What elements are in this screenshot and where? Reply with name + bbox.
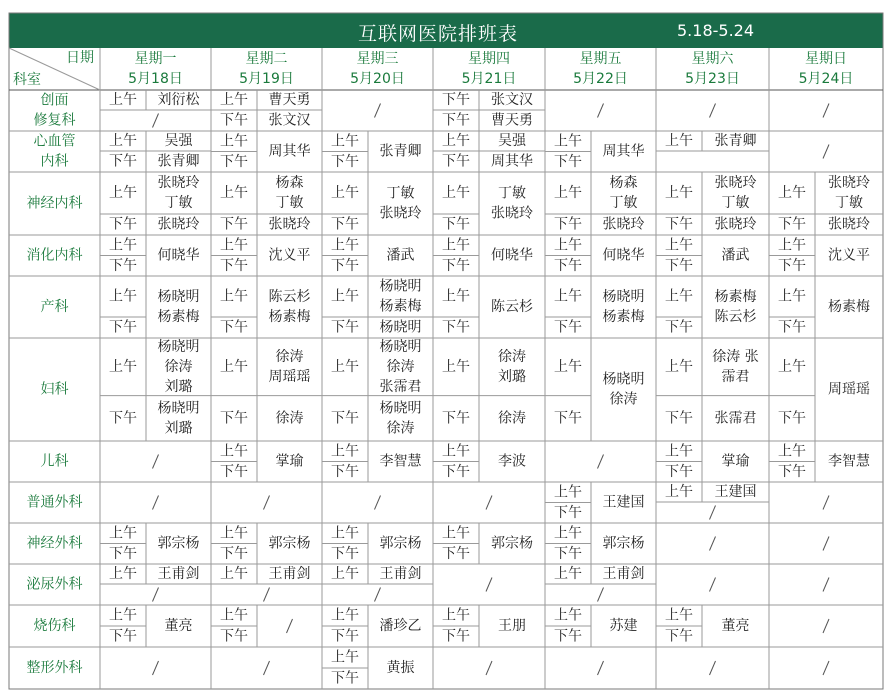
empty-slash <box>153 455 159 469</box>
doctor-name: 吴强 <box>164 133 193 149</box>
empty-slash <box>598 455 604 469</box>
doctor-name: 杨晓明 <box>157 338 200 355</box>
doctor-name: 何晓华 <box>157 247 200 264</box>
doctor-name: 杨森 <box>275 175 304 191</box>
department-name: 神经内科 <box>26 195 83 212</box>
empty-slash <box>598 104 604 118</box>
date-range: 5.18-5.24 <box>677 21 755 40</box>
shift-label: 上午 <box>220 358 248 375</box>
empty-slash <box>710 537 716 551</box>
doctor-name: 潘武 <box>721 247 750 264</box>
doctor-name: 张文汉 <box>268 112 311 129</box>
doctor-name: 张晓玲 <box>714 216 757 233</box>
shift-label: 下午 <box>331 319 359 336</box>
shift-label: 下午 <box>442 628 470 645</box>
shift-label: 下午 <box>220 216 248 233</box>
weekday-label: 星期二 <box>245 51 288 67</box>
doctor-name: 徐涛 张 <box>712 348 759 365</box>
shift-label: 上午 <box>109 525 137 542</box>
shift-label: 下午 <box>554 504 582 521</box>
doctor-name: 张霈君 <box>379 378 422 395</box>
department-name: 妇科 <box>40 381 69 398</box>
doctor-name: 杨晓明 <box>379 338 422 355</box>
empty-slash <box>264 496 270 510</box>
shift-label: 下午 <box>442 545 470 562</box>
shift-label: 上午 <box>220 566 248 582</box>
doctor-name: 潘武 <box>386 247 415 264</box>
doctor-name: 黄振 <box>386 660 415 676</box>
doctor-name: 陈云杉 <box>268 289 311 305</box>
corner-date-label: 日期 <box>66 50 94 66</box>
shift-label: 下午 <box>109 153 137 170</box>
shift-label: 下午 <box>331 153 359 170</box>
shift-label: 下午 <box>442 319 470 336</box>
shift-label: 上午 <box>331 443 359 460</box>
shift-label: 下午 <box>778 410 806 427</box>
shift-label: 下午 <box>554 319 582 336</box>
shift-label: 上午 <box>554 484 582 501</box>
shift-label: 上午 <box>554 607 582 624</box>
shift-label: 下午 <box>554 216 582 233</box>
department-name: 消化内科 <box>26 247 83 264</box>
doctor-name: 掌瑜 <box>721 453 750 470</box>
doctor-name: 郭宗杨 <box>379 535 422 552</box>
shift-label: 上午 <box>665 484 693 500</box>
shift-label: 上午 <box>331 133 359 150</box>
shift-label: 上午 <box>109 237 137 254</box>
shift-label: 下午 <box>109 257 137 274</box>
shift-label: 下午 <box>220 153 248 170</box>
department-name: 烧伤科 <box>33 618 76 634</box>
shift-label: 下午 <box>778 257 806 274</box>
empty-slash <box>823 619 829 633</box>
doctor-name: 刘璐 <box>164 420 193 437</box>
doctor-name: 徐涛 <box>275 410 304 427</box>
shift-label: 上午 <box>109 92 137 108</box>
shift-label: 下午 <box>442 410 470 427</box>
shift-label: 下午 <box>442 463 470 480</box>
shift-label: 上午 <box>554 133 582 150</box>
date-label: 5月23日 <box>685 71 740 87</box>
shift-label: 下午 <box>665 257 693 274</box>
empty-slash <box>486 496 492 510</box>
department-name: 心血管 <box>33 133 76 150</box>
doctor-name: 张晓玲 <box>828 175 870 191</box>
shift-label: 下午 <box>331 628 359 645</box>
doctor-name: 刘衍松 <box>157 92 200 108</box>
shift-label: 上午 <box>331 358 359 375</box>
shift-label: 下午 <box>442 112 470 129</box>
weekday-label: 星期六 <box>691 51 734 67</box>
doctor-name: 李波 <box>498 453 526 470</box>
shift-label: 上午 <box>331 649 359 666</box>
shift-label: 上午 <box>331 566 359 582</box>
weekday-label: 星期四 <box>468 51 510 67</box>
empty-slash <box>823 104 829 118</box>
shift-label: 上午 <box>665 288 693 305</box>
shift-label: 上午 <box>220 288 248 305</box>
shift-label: 上午 <box>331 237 359 254</box>
shift-label: 下午 <box>665 628 693 645</box>
shift-label: 上午 <box>554 525 582 542</box>
doctor-name: 杨晓明 <box>157 289 200 305</box>
doctor-name: 沈义平 <box>268 247 311 264</box>
date-label: 5月18日 <box>128 71 183 87</box>
doctor-name: 张晓玲 <box>714 175 757 191</box>
empty-slash <box>710 506 716 520</box>
doctor-name: 周瑶瑶 <box>828 381 870 398</box>
doctor-name: 董亮 <box>164 618 193 634</box>
shift-label: 下午 <box>331 216 359 233</box>
doctor-name: 李智慧 <box>379 453 422 470</box>
doctor-name: 杨森 <box>609 175 638 191</box>
doctor-name: 张青卿 <box>714 133 757 149</box>
doctor-name: 丁敏 <box>164 195 193 211</box>
empty-slash <box>598 588 604 602</box>
empty-slash <box>287 619 293 633</box>
shift-label: 下午 <box>442 216 470 233</box>
shift-label: 下午 <box>109 545 137 562</box>
empty-slash <box>153 114 159 128</box>
doctor-name: 杨素梅 <box>714 289 757 305</box>
shift-label: 下午 <box>220 628 248 645</box>
doctor-name: 徐涛 <box>386 358 415 375</box>
doctor-name: 丁敏 <box>609 195 638 211</box>
page-title: 互联网医院排班表 <box>358 23 519 45</box>
shift-label: 上午 <box>554 566 582 582</box>
shift-label: 上午 <box>220 525 248 542</box>
empty-slash <box>375 496 381 510</box>
shift-label: 上午 <box>109 358 137 375</box>
date-label: 5月20日 <box>350 71 405 87</box>
doctor-name: 周其华 <box>491 153 533 170</box>
doctor-name: 徐涛 <box>386 420 415 437</box>
date-label: 5月22日 <box>573 71 628 87</box>
shift-label: 上午 <box>554 288 582 305</box>
doctor-name: 杨晓明 <box>379 400 422 417</box>
doctor-name: 丁敏 <box>498 185 526 202</box>
shift-label: 下午 <box>109 319 137 336</box>
doctor-name: 徐涛 <box>164 358 193 375</box>
shift-label: 上午 <box>220 607 248 624</box>
shift-label: 下午 <box>331 463 359 480</box>
doctor-name: 苏建 <box>609 618 638 634</box>
shift-label: 下午 <box>778 216 806 233</box>
shift-label: 上午 <box>109 566 137 582</box>
shift-label: 上午 <box>778 443 806 460</box>
shift-label: 上午 <box>442 288 470 305</box>
shift-label: 下午 <box>220 545 248 562</box>
doctor-name: 杨素梅 <box>157 309 200 325</box>
shift-label: 下午 <box>665 216 693 233</box>
doctor-name: 丁敏 <box>386 185 415 202</box>
shift-label: 下午 <box>220 410 248 427</box>
doctor-name: 杨晓明 <box>602 371 645 388</box>
shift-label: 下午 <box>554 545 582 562</box>
doctor-name: 杨晓明 <box>602 289 645 305</box>
weekday-label: 星期一 <box>134 51 177 67</box>
weekday-label: 星期日 <box>805 51 847 67</box>
doctor-name: 李智慧 <box>828 453 870 470</box>
department-name: 产科 <box>40 299 69 315</box>
doctor-name: 丁敏 <box>275 195 304 211</box>
doctor-name: 张青卿 <box>379 143 422 160</box>
empty-slash <box>823 537 829 551</box>
shift-label: 上午 <box>331 185 359 201</box>
doctor-name: 丁敏 <box>835 195 863 211</box>
doctor-name: 张青卿 <box>157 153 200 170</box>
shift-label: 下午 <box>778 463 806 480</box>
doctor-name: 杨晓明 <box>379 319 422 336</box>
shift-label: 上午 <box>665 358 693 375</box>
doctor-name: 董亮 <box>721 618 750 634</box>
shift-label: 上午 <box>665 443 693 460</box>
doctor-name: 徐涛 <box>609 391 638 408</box>
empty-slash <box>598 661 604 675</box>
shift-label: 上午 <box>665 607 693 624</box>
doctor-name: 杨素梅 <box>379 298 422 315</box>
doctor-name: 吴强 <box>498 133 526 149</box>
doctor-name: 张晓玲 <box>157 175 200 191</box>
shift-label: 上午 <box>220 92 248 108</box>
shift-label: 下午 <box>554 628 582 645</box>
shift-label: 下午 <box>331 545 359 562</box>
doctor-name: 沈义平 <box>828 247 870 264</box>
doctor-name: 徐涛 <box>275 348 304 365</box>
shift-label: 下午 <box>442 153 470 170</box>
shift-label: 上午 <box>442 525 470 542</box>
shift-label: 上午 <box>442 237 470 254</box>
shift-label: 上午 <box>109 288 137 305</box>
shift-label: 上午 <box>778 358 806 375</box>
doctor-name: 徐涛 <box>498 410 526 427</box>
department-name: 整形外科 <box>26 660 83 676</box>
shift-label: 上午 <box>331 525 359 542</box>
empty-slash <box>823 578 829 592</box>
doctor-name: 王建国 <box>714 484 757 500</box>
shift-label: 下午 <box>665 410 693 427</box>
shift-label: 上午 <box>442 133 470 149</box>
doctor-name: 掌瑜 <box>275 453 304 470</box>
shift-label: 上午 <box>220 133 248 150</box>
shift-label: 上午 <box>554 237 582 254</box>
shift-label: 上午 <box>554 185 582 201</box>
date-label: 5月21日 <box>461 71 517 87</box>
doctor-name: 周其华 <box>268 143 311 160</box>
empty-slash <box>375 588 381 602</box>
empty-slash <box>264 661 270 675</box>
shift-label: 上午 <box>109 133 137 149</box>
doctor-name: 郭宗杨 <box>157 535 200 552</box>
doctor-name: 杨素梅 <box>828 299 870 315</box>
doctor-name: 潘珍乙 <box>379 618 422 634</box>
empty-slash <box>486 578 492 592</box>
department-name: 普通外科 <box>26 494 83 511</box>
shift-label: 下午 <box>665 463 693 480</box>
empty-slash <box>823 145 829 159</box>
shift-label: 上午 <box>778 185 806 201</box>
doctor-name: 张晓玲 <box>157 216 200 233</box>
shift-label: 下午 <box>554 410 582 427</box>
shift-label: 上午 <box>778 237 806 254</box>
doctor-name: 刘璐 <box>164 378 193 395</box>
shift-label: 下午 <box>331 670 359 687</box>
department-name: 神经外科 <box>26 535 83 552</box>
doctor-name: 杨晓明 <box>379 278 422 295</box>
date-label: 5月24日 <box>798 71 854 87</box>
doctor-name: 王甫剑 <box>268 566 311 582</box>
shift-label: 下午 <box>331 257 359 274</box>
doctor-name: 张文汉 <box>491 92 533 108</box>
date-label: 5月19日 <box>239 71 294 87</box>
empty-slash <box>153 661 159 675</box>
doctor-name: 陈云杉 <box>714 309 757 325</box>
doctor-name: 张晓玲 <box>828 216 870 233</box>
shift-label: 上午 <box>442 185 470 201</box>
weekday-label: 星期三 <box>356 51 399 67</box>
doctor-name: 曹天勇 <box>491 112 533 129</box>
shift-label: 上午 <box>109 185 137 201</box>
shift-label: 上午 <box>665 133 693 149</box>
corner-dept-label: 科室 <box>13 72 41 88</box>
doctor-name: 杨晓明 <box>157 400 200 417</box>
doctor-name: 曹天勇 <box>268 92 311 108</box>
empty-slash <box>710 104 716 118</box>
department-name: 创面 <box>40 92 69 109</box>
empty-slash <box>375 104 381 118</box>
empty-slash <box>264 588 270 602</box>
empty-slash <box>710 578 716 592</box>
shift-label: 下午 <box>109 216 137 233</box>
doctor-name: 郭宗杨 <box>491 535 533 552</box>
empty-slash <box>153 588 159 602</box>
doctor-name: 张晓玲 <box>491 205 533 222</box>
shift-label: 下午 <box>331 410 359 427</box>
doctor-name: 王朋 <box>498 618 526 634</box>
empty-slash <box>486 661 492 675</box>
shift-label: 下午 <box>554 153 582 170</box>
shift-label: 下午 <box>220 112 248 129</box>
shift-label: 上午 <box>220 237 248 254</box>
doctor-name: 王甫剑 <box>157 566 200 582</box>
shift-label: 下午 <box>220 319 248 336</box>
empty-slash <box>153 496 159 510</box>
doctor-name: 刘璐 <box>498 368 526 385</box>
shift-label: 上午 <box>554 358 582 375</box>
shift-label: 下午 <box>220 463 248 480</box>
doctor-name: 周其华 <box>602 143 645 160</box>
weekday-label: 星期五 <box>579 51 622 67</box>
shift-label: 上午 <box>220 443 248 460</box>
empty-slash <box>823 661 829 675</box>
shift-label: 上午 <box>778 288 806 305</box>
shift-label: 上午 <box>442 443 470 460</box>
department-name: 修复科 <box>33 112 76 129</box>
doctor-name: 王甫剑 <box>379 566 422 582</box>
shift-label: 上午 <box>442 607 470 624</box>
doctor-name: 郭宗杨 <box>602 535 645 552</box>
shift-label: 上午 <box>665 237 693 254</box>
shift-label: 下午 <box>109 628 137 645</box>
shift-label: 上午 <box>442 358 470 375</box>
shift-label: 下午 <box>554 257 582 274</box>
doctor-name: 杨素梅 <box>602 309 645 325</box>
doctor-name: 何晓华 <box>602 247 645 264</box>
department-name: 内科 <box>40 153 69 170</box>
doctor-name: 张晓玲 <box>379 205 422 222</box>
shift-label: 下午 <box>442 92 470 108</box>
doctor-name: 郭宗杨 <box>268 535 311 552</box>
shift-label: 上午 <box>331 288 359 305</box>
shift-label: 上午 <box>665 185 693 201</box>
shift-label: 下午 <box>109 410 137 427</box>
doctor-name: 徐涛 <box>498 348 526 365</box>
doctor-name: 杨素梅 <box>268 309 311 325</box>
doctor-name: 王建国 <box>602 494 645 511</box>
shift-label: 下午 <box>442 257 470 274</box>
shift-label: 下午 <box>220 257 248 274</box>
shift-label: 上午 <box>331 607 359 624</box>
department-name: 儿科 <box>40 453 69 470</box>
shift-label: 上午 <box>109 607 137 624</box>
doctor-name: 王甫剑 <box>602 566 645 582</box>
empty-slash <box>710 661 716 675</box>
doctor-name: 周瑶瑶 <box>268 368 311 385</box>
doctor-name: 张晓玲 <box>268 216 311 233</box>
empty-slash <box>823 496 829 510</box>
doctor-name: 何晓华 <box>491 247 533 264</box>
doctor-name: 张霈君 <box>714 410 757 427</box>
doctor-name: 张晓玲 <box>602 216 645 233</box>
doctor-name: 霈君 <box>721 368 750 385</box>
doctor-name: 丁敏 <box>721 195 750 211</box>
doctor-name: 陈云杉 <box>491 299 533 315</box>
department-name: 泌尿外科 <box>26 576 83 593</box>
shift-label: 下午 <box>665 319 693 336</box>
shift-label: 下午 <box>778 319 806 336</box>
shift-label: 上午 <box>220 185 248 201</box>
